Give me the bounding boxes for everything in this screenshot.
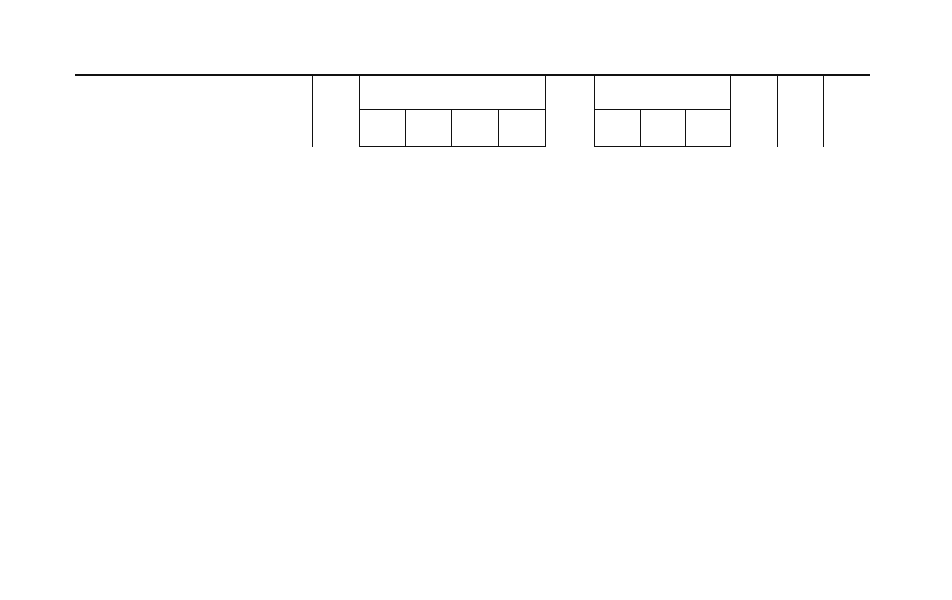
header-at-auger [594,110,640,147]
header-tons-per-man [823,75,870,147]
header-augers [359,110,405,147]
header-equipment-group [359,75,545,110]
header-total [685,110,730,147]
header-all-others [640,110,685,147]
auger-mining-table [75,74,870,147]
header-mined [545,75,594,147]
running-head [868,170,898,430]
header-bulldozers [498,110,545,147]
header-power-shovels [405,110,451,147]
header-avg-days [730,75,777,147]
header-power-drills [451,110,498,147]
header-state-county [75,75,312,147]
header-men-group [594,75,730,110]
header-auger-mines [312,75,359,147]
header-man-days [777,75,823,147]
